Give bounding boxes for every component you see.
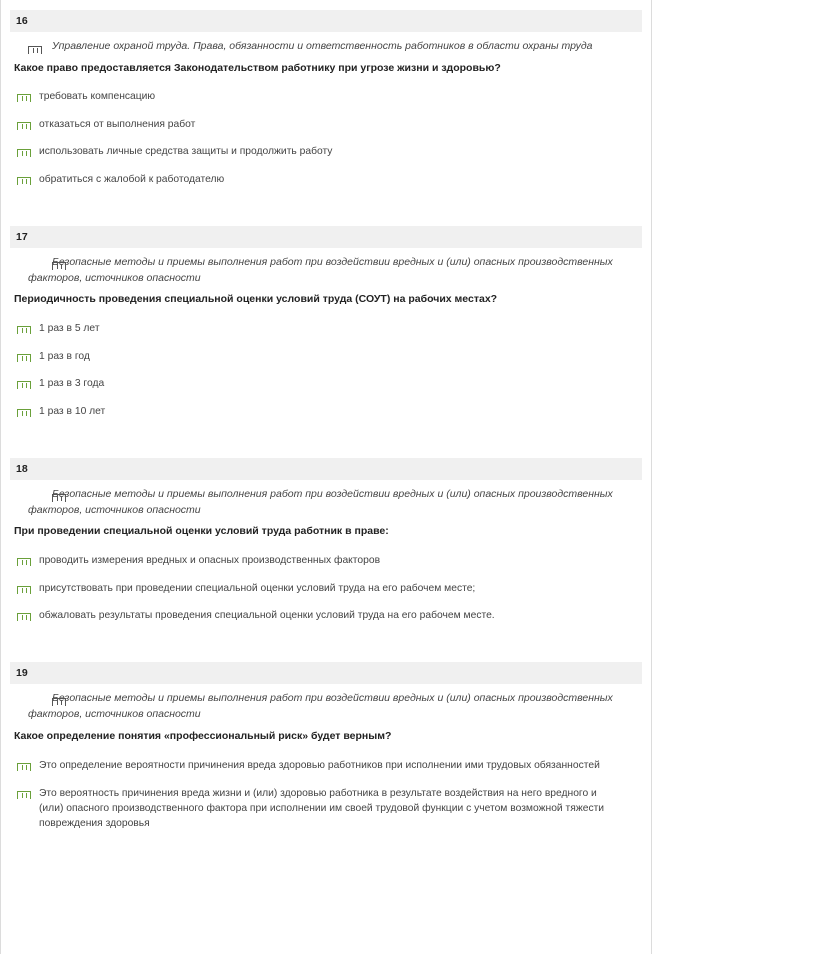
answer-option[interactable] [10, 786, 642, 831]
question-16 [10, 10, 642, 187]
answer-text: Это определение вероятности причинения вреда здоровью работников при исполнении ими трудовых обязанностей [39, 760, 600, 771]
topic-text: Управление охраной труда. Права, обязанности и ответственность работников в области охраны труда [52, 40, 593, 52]
topic-glyph-icon [28, 491, 66, 507]
answer-text: обратиться с жалобой к работодателю [39, 173, 225, 185]
topic-text: Безопасные методы и приемы выполнения работ при воздействии вредных и (или) опасных производственных факторов, источников опасности [28, 488, 613, 516]
question-number: 16 [10, 10, 642, 32]
answer-list [10, 321, 642, 419]
answer-list [10, 553, 642, 623]
checkbox-glyph-icon [17, 761, 31, 776]
question-text-main: Какое определение понятия «профессиональный риск» будет верным [14, 730, 385, 742]
answer-option[interactable] [10, 321, 642, 336]
topic-text: Безопасные методы и приемы выполнения работ при воздействии вредных и (или) опасных производственных факторов, источников опасности [28, 256, 613, 284]
answer-list [10, 758, 642, 831]
answer-text: отказаться от выполнения работ [39, 118, 196, 130]
page-right-border [651, 0, 652, 954]
answer-option[interactable] [10, 553, 642, 568]
question-topic [10, 254, 642, 286]
answer-option[interactable] [10, 89, 642, 104]
answer-option[interactable] [10, 404, 642, 419]
checkbox-glyph-icon [17, 120, 31, 135]
question-number: 18 [10, 458, 642, 480]
checkbox-glyph-icon [17, 92, 31, 107]
checkbox-glyph-icon [17, 147, 31, 162]
checkbox-glyph-icon [17, 556, 31, 571]
answer-text: проводить измерения вредных и опасных производственных факторов [39, 555, 381, 566]
question-text: Периодичность проведения специальной оценки условий труда (СОУТ) на рабочих местах? [14, 293, 498, 305]
checkbox-glyph-icon [17, 407, 31, 422]
answer-option[interactable] [10, 581, 642, 596]
answer-text: присутствовать при проведении специальной оценки условий труда на его рабочем месте; [39, 582, 476, 594]
question-number: 17 [10, 226, 642, 248]
question-17 [10, 226, 642, 419]
answer-text: 1 раз в год [39, 350, 90, 362]
answer-option[interactable] [10, 172, 642, 187]
question-text [10, 729, 642, 744]
question-number: 19 [10, 662, 642, 684]
answer-option[interactable] [10, 349, 642, 364]
checkbox-glyph-icon [17, 611, 31, 626]
answer-list [10, 89, 642, 187]
checkbox-glyph-icon [17, 324, 31, 339]
checkbox-glyph-icon [17, 175, 31, 190]
topic-text: Безопасные методы и приемы выполнения работ при воздействии вредных и (или) опасных производственных факторов, источников опасности [28, 692, 613, 720]
answer-option[interactable] [10, 608, 642, 623]
answer-option[interactable] [10, 376, 642, 391]
topic-glyph-icon [28, 43, 42, 59]
answer-option[interactable] [10, 144, 642, 159]
answer-option[interactable] [10, 758, 642, 773]
topic-glyph-icon [28, 259, 66, 275]
checkbox-glyph-icon [17, 789, 31, 804]
answer-option[interactable] [10, 117, 642, 132]
answer-text: 1 раз в 3 года [39, 378, 105, 389]
checkbox-glyph-icon [17, 379, 31, 394]
checkbox-glyph-icon [17, 584, 31, 599]
question-19 [10, 662, 642, 831]
question-topic [10, 486, 642, 518]
answer-text: 1 раз в 5 лет [39, 323, 100, 334]
answer-text: требовать компенсацию [39, 91, 156, 102]
question-topic [10, 38, 642, 54]
question-text: При проведении специальной оценки условий труда работник в праве: [14, 525, 389, 537]
answer-text: использовать личные средства защиты и продолжить работу [39, 146, 333, 157]
question-topic [10, 690, 642, 722]
question-text: Какое право предоставляется Законодательством работнику при угрозе жизни и здоровью? [14, 62, 501, 74]
answer-text: обжаловать результаты проведения специальной оценки условий труда на его рабочем месте. [39, 610, 495, 621]
answer-text: 1 раз в 10 лет [39, 405, 106, 417]
page-left-border [0, 0, 1, 954]
topic-glyph-icon [28, 695, 66, 711]
checkbox-glyph-icon [17, 352, 31, 367]
question-18 [10, 458, 642, 623]
question-mark: ? [384, 730, 392, 742]
answer-text: Это вероятность причинения вреда жизни и (или) здоровью работника в результате воздействия на него вредного и (или) опасного производственного фактора при исполнении им своей трудовой функции с учетом возможной тяжести повреждения здоровья [39, 787, 605, 829]
